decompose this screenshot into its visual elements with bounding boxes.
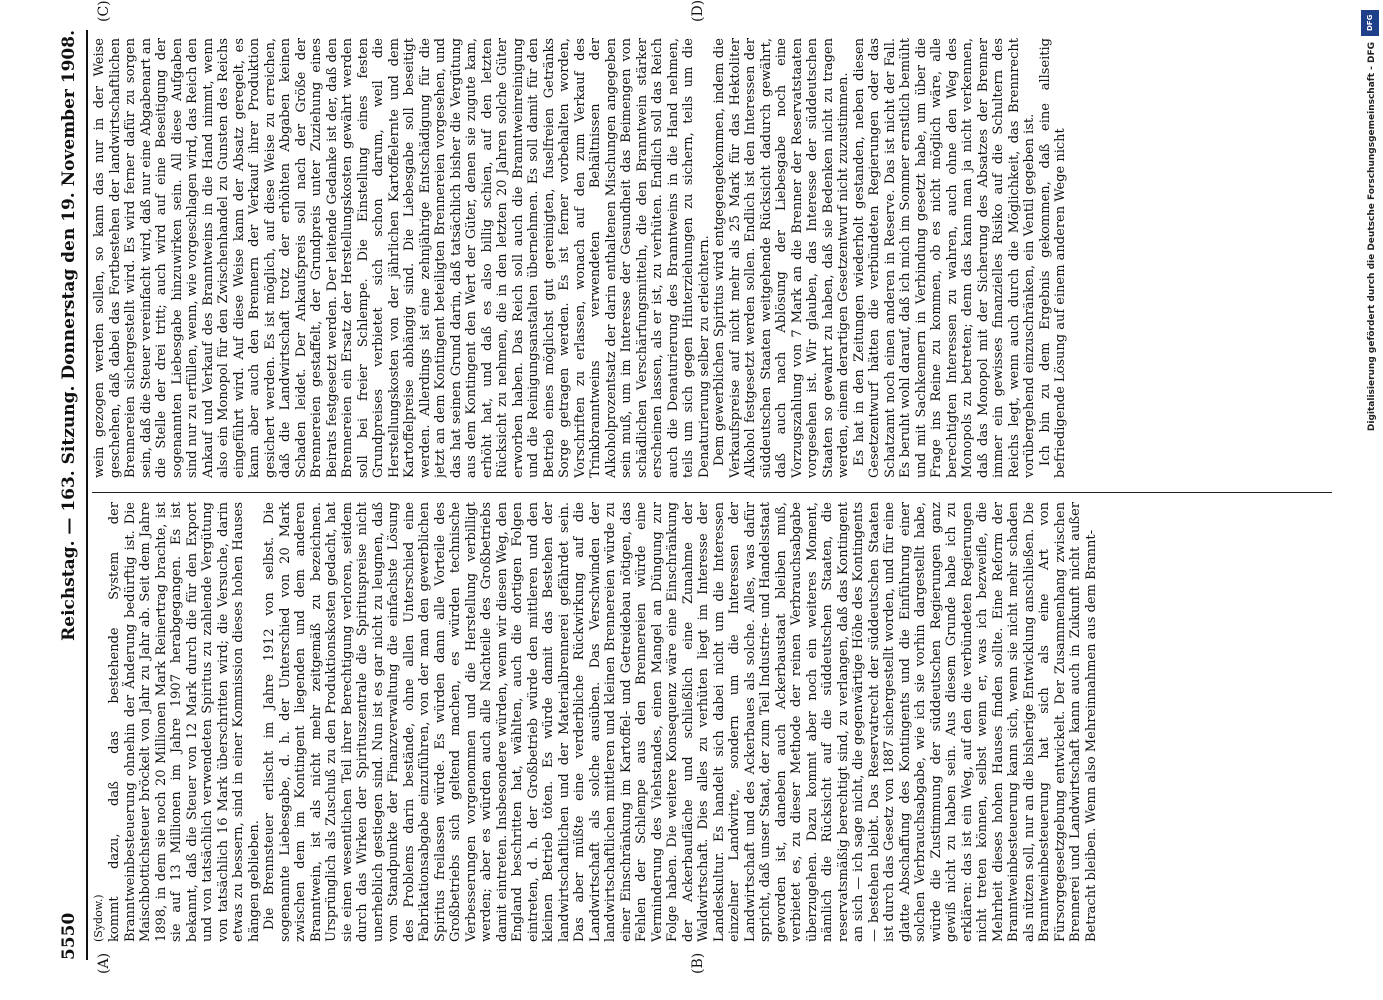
right-text-column	[92, 38, 1332, 478]
speaker-label: (Sydow.)	[92, 894, 105, 942]
page-header	[54, 30, 84, 960]
paragraph: kommt dazu, daß das bestehende System der Branntweinbesteuerung ohnehin der Änderung bedürftig ist. Die Maischbottichsteuer bröckelt von Jahr zu Jahr ab. Seit dem Jahre 1898, in dem sie noch 20 Millionen Mark Reinertrag brachte, ist sie auf 13 Millionen im Jahre 1907 herabgegangen. Es ist bekannt, daß die Steuer von 12 Mark durch die für den Export und von tatsächlich verwendeten Spiritus zu zahlende Vergütung von tatsächlich 16 Mark überschritten wird; die Versuche, darin etwas zu bessern, sind in einer Kommission dieses hohen Hauses hängen geblieben.	[107, 502, 262, 942]
paragraph: Es hat in den Zeitungen wiederholt gestanden, neben diesen Gesetzentwurf hätten die verbündeten Regierungen oder das Schatzamt noch einen anderen in Reserve. Das ist nicht der Fall. Es beruht wohl darauf, daß ich mich im Sommer ernstlich bemüht und mit Sachkennern in Verbindung gesetzt habe, um über die Frage ins Reine zu kommen, ob es nicht möglich wäre, alle berechtigten Interessen zu wahren, auch ohne den Weg des Monopols zu betreten; denn das kann man ja nicht verkennen, daß das Monopol mit der Sicherung des Absatzes der Brenner immer ein gewisses finanzielles Risiko auf die Schultern des Reichs legt, wenn auch durch die Möglichkeit, das Brennrecht vorübergehend einzuschränken, ein Ventil gegeben ist.	[851, 38, 1037, 478]
margin-marker-c: (C)	[96, 0, 112, 22]
page-title: Reichstag. — 163. Sitzung. Donnerstag den 19. November 1908.	[59, 30, 79, 641]
margin-marker-b: (B)	[690, 952, 706, 974]
page-number: 5550	[59, 912, 79, 960]
margin-marker-d: (D)	[690, 0, 706, 22]
dfg-logo: DFG	[1361, 10, 1379, 36]
column-divider	[92, 492, 1332, 493]
paragraph: Dem gewerblichen Spiritus wird entgegengekommen, indem die Verkaufspreise auf nicht mehr als 25 Mark für das Hektoliter Alkohol festgesetzt werden sollen. Endlich ist den Interessen der süddeutschen Staaten weitgehende Rücksicht dadurch gewährt, daß auch nach Ablösung der Liebesgabe noch eine Vorzugszahlung von 7 Mark an die Brenner der Reservatstaaten vorgesehen ist. Wir glauben, das Interesse der süddeutschen Staaten so gewahrt zu haben, daß sie Bedenken nicht zu tragen werden, einem derartigen Gesetzentwurf nicht zuzustimmen.	[712, 38, 851, 478]
paragraph: Die Brennsteuer erlischt im Jahre 1912 von selbst. Die sogenannte Liebesgabe, d. h. der Unterschied von 20 Mark zwischen dem im Kontingent liegenden und dem anderen Branntwein, ist als nicht mehr zeitgemäß zu bezeichnen. Ursprünglich als Zuschuß zu den Produktionskosten gedacht, hat sie einen wesentlichen Teil ihrer Berechtigung verloren, seitdem durch das Wirken der Spirituszentrale die Spirituspreise nicht unerheblich gestiegen sind. Nun ist es gar nicht zu leugnen, daß vom Standpunkte der Finanzverwaltung die einfachste Lösung des Problems darin bestände, ohne allen Unterschied eine Fabrikationsabgabe einzuführen, von der man den gewerblichen Spiritus freilassen würde. Es würden dann alle Vorteile des Großbetriebs sich geltend machen, es würden technische Verbesserungen vorgenommen und die Herstellung verbilligt werden; aber es würden auch alle Nachteile des Großbetriebs damit eintreten. Insbesondere würden, wenn wir diesen Weg, den England beschritten hat, wählten, auch die dortigen Folgen eintreten, d. h. der Großbetrieb würde den mittleren und den kleinen Betrieb töten. Es würde damit das Bestehen der landwirtschaftlichen und der Materialbrennerei gefährdet sein. Das aber müßte eine verderbliche Rückwirkung auf die Landwirtschaft als solche ausüben. Das Verschwinden der landwirtschaftlichen mittleren und kleinen Brennereien würde zu einer Einschränkung im Kartoffel- und Getreidebau nötigen, das Fehlen der Schlempe aus den Brennereien würde eine Verminderung des Viehstandes, einen Mangel an Düngung zur Folge haben. Die weitere Konsequenz wäre eine Einschränkung der Ackerbaufläche und schließlich eine Zunahme der Waldwirtschaft. Dies alles zu verhüten liegt im Interesse der Landeskultur. Es handelt sich dabei nicht um die Interessen einzelner Landwirte, sondern um die Interessen der Landwirtschaft und des Ackerbaues als solche. Alles, was dafür spricht, daß unser Staat, der zum Teil Industrie- und Handelsstaat geworden ist, daneben auch Ackerbaustaat bleiben muß, verbietet es, zu dieser Methode der reinen Verbrauchsabgabe überzugehen. Dazu kommt aber noch ein weiteres Moment, nämlich die Rücksicht auf die süddeutschen Staaten, die reservatsmäßig berechtigt sind, zu verlangen, daß das Kontingent an sich — ich sage nicht, die gegenwärtige Höhe des Kontingents — bestehen bleibt. Das Reservatrecht der süddeutschen Staaten ist durch das Gesetz von 1887 sichergestellt worden, und für eine glatte Abschaffung des Kontingents und die Einführung einer solchen Verbrauchsabgabe, wie ich sie vorhin dargestellt habe, würde die Zustimmung der süddeutschen Regierungen ganz gewiß nicht zu haben sein. Aus diesem Grunde habe ich zu erklären: das ist ein Weg, auf den die verbündeten Regierungen nicht treten können, selbst wenn er, was ich bezweifle, die Mehrheit dieses hohen Hauses finden sollte. Eine Reform der Branntweinbesteuerung kann sich, wenn sie nicht mehr schaden als nützen soll, nur an die bisherige Entwicklung anschließen. Die Branntweinbesteuerung hat sich als eine Art von Fürsorgegesetzgebung entwickelt. Der Zusammenhang zwischen Brennerei und Landwirtschaft kann auch in Zukunft nicht außer Betracht bleiben. Wenn also Mehreinnahmen aus dem Brannt-	[262, 502, 1099, 942]
header-rule	[86, 30, 88, 960]
paragraph: wein gezogen werden sollen, so kann das nur in der Weise geschehen, daß dabei das Fortbestehen der landwirtschaftlichen Brennereien sichergestellt wird. Es wird ferner dafür zu sorgen sein, daß die Steuer vereinfacht wird, daß nur eine Abgabenart an die Stelle der drei tritt; auch wird auf eine Beseitigung der sogenannten Liebesgabe hinzuwirken sein. All diese Aufgaben sind nur zu erfüllen, wenn, wie vorgeschlagen wird, das Reich den Ankauf und Verkauf des Branntweins in die Hand nimmt, wenn also ein Monopol für den Zwischenhandel zu Gunsten des Reichs eingeführt wird. Auf diese Weise kann der Absatz geregelt, es kann aber auch den Brennern der Verkauf ihrer Produktion gesichert werden. Es ist möglich, auf diese Weise zu erreichen, daß die Landwirtschaft trotz der erhöhten Abgaben keinen Schaden leidet. Der Ankaufspreis soll nach der Größe der Brennereien gestaffelt, der Grundpreis unter Zuziehung eines Beirats festgesetzt werden. Der leitende Gedanke ist der, daß den Brennereien ein Ersatz der Herstellungskosten gewährt werden soll bei freier Schlempe. Die Einstellung eines festen Grundpreises verbietet sich schon darum, weil die Herstellungskosten von der jährlichen Kartoffelernte und dem Kartoffelpreise abhängig sind. Die Liebesgabe soll beseitigt werden. Allerdings ist eine zehnjährige Entschädigung für die jetzt an dem Kontingent beteiligten Brennereien vorgesehen, und das hat seinen Grund darin, daß tatsächlich bisher die Vergütung aus dem Kontingent den Wert der Güter, denen sie zugute kam, erhöht hat, und daß es also billig schien, auf den letzten Rücksicht zu nehmen, die in den letzten 20 Jahren solche Güter erworben haben. Das Reich soll auch die Branntweinreinigung und die Reinigungsanstalten übernehmen. Es soll damit für den Betrieb eines möglichst gut gereinigten, fuselfreien Getränks Sorge getragen werden. Es ist ferner vorbehalten worden, Vorschriften zu erlassen, wonach auf den zum Verkauf des Trinkbranntweins verwendeten Behältnissen der Alkoholprozentsatz der darin enthaltenen Mischungen angegeben sein muß, um im Interesse der Gesundheit das Beimengen von schädlichen Verschärfungsmitteln, die den Branntwein stärker erscheinen lassen, als er ist, zu verhüten. Endlich soll das Reich auch die Denaturierung des Branntweins in die Hand nehmen, teils um sich gegen Hinterziehungen zu sichern, teils um die Denaturierung selber zu erleichtern.	[92, 38, 712, 478]
margin-marker-a: (A)	[96, 952, 112, 974]
paragraph: Ich bin zu dem Ergebnis gekommen, daß eine allseitig befriedigende Lösung auf einem anderen Wege nicht	[1037, 38, 1068, 478]
left-text-column	[92, 502, 1332, 942]
digitization-credit: Digitalisierung gefördert durch die Deutsche Forschungsgemeinschaft - DFG	[1367, 42, 1377, 432]
